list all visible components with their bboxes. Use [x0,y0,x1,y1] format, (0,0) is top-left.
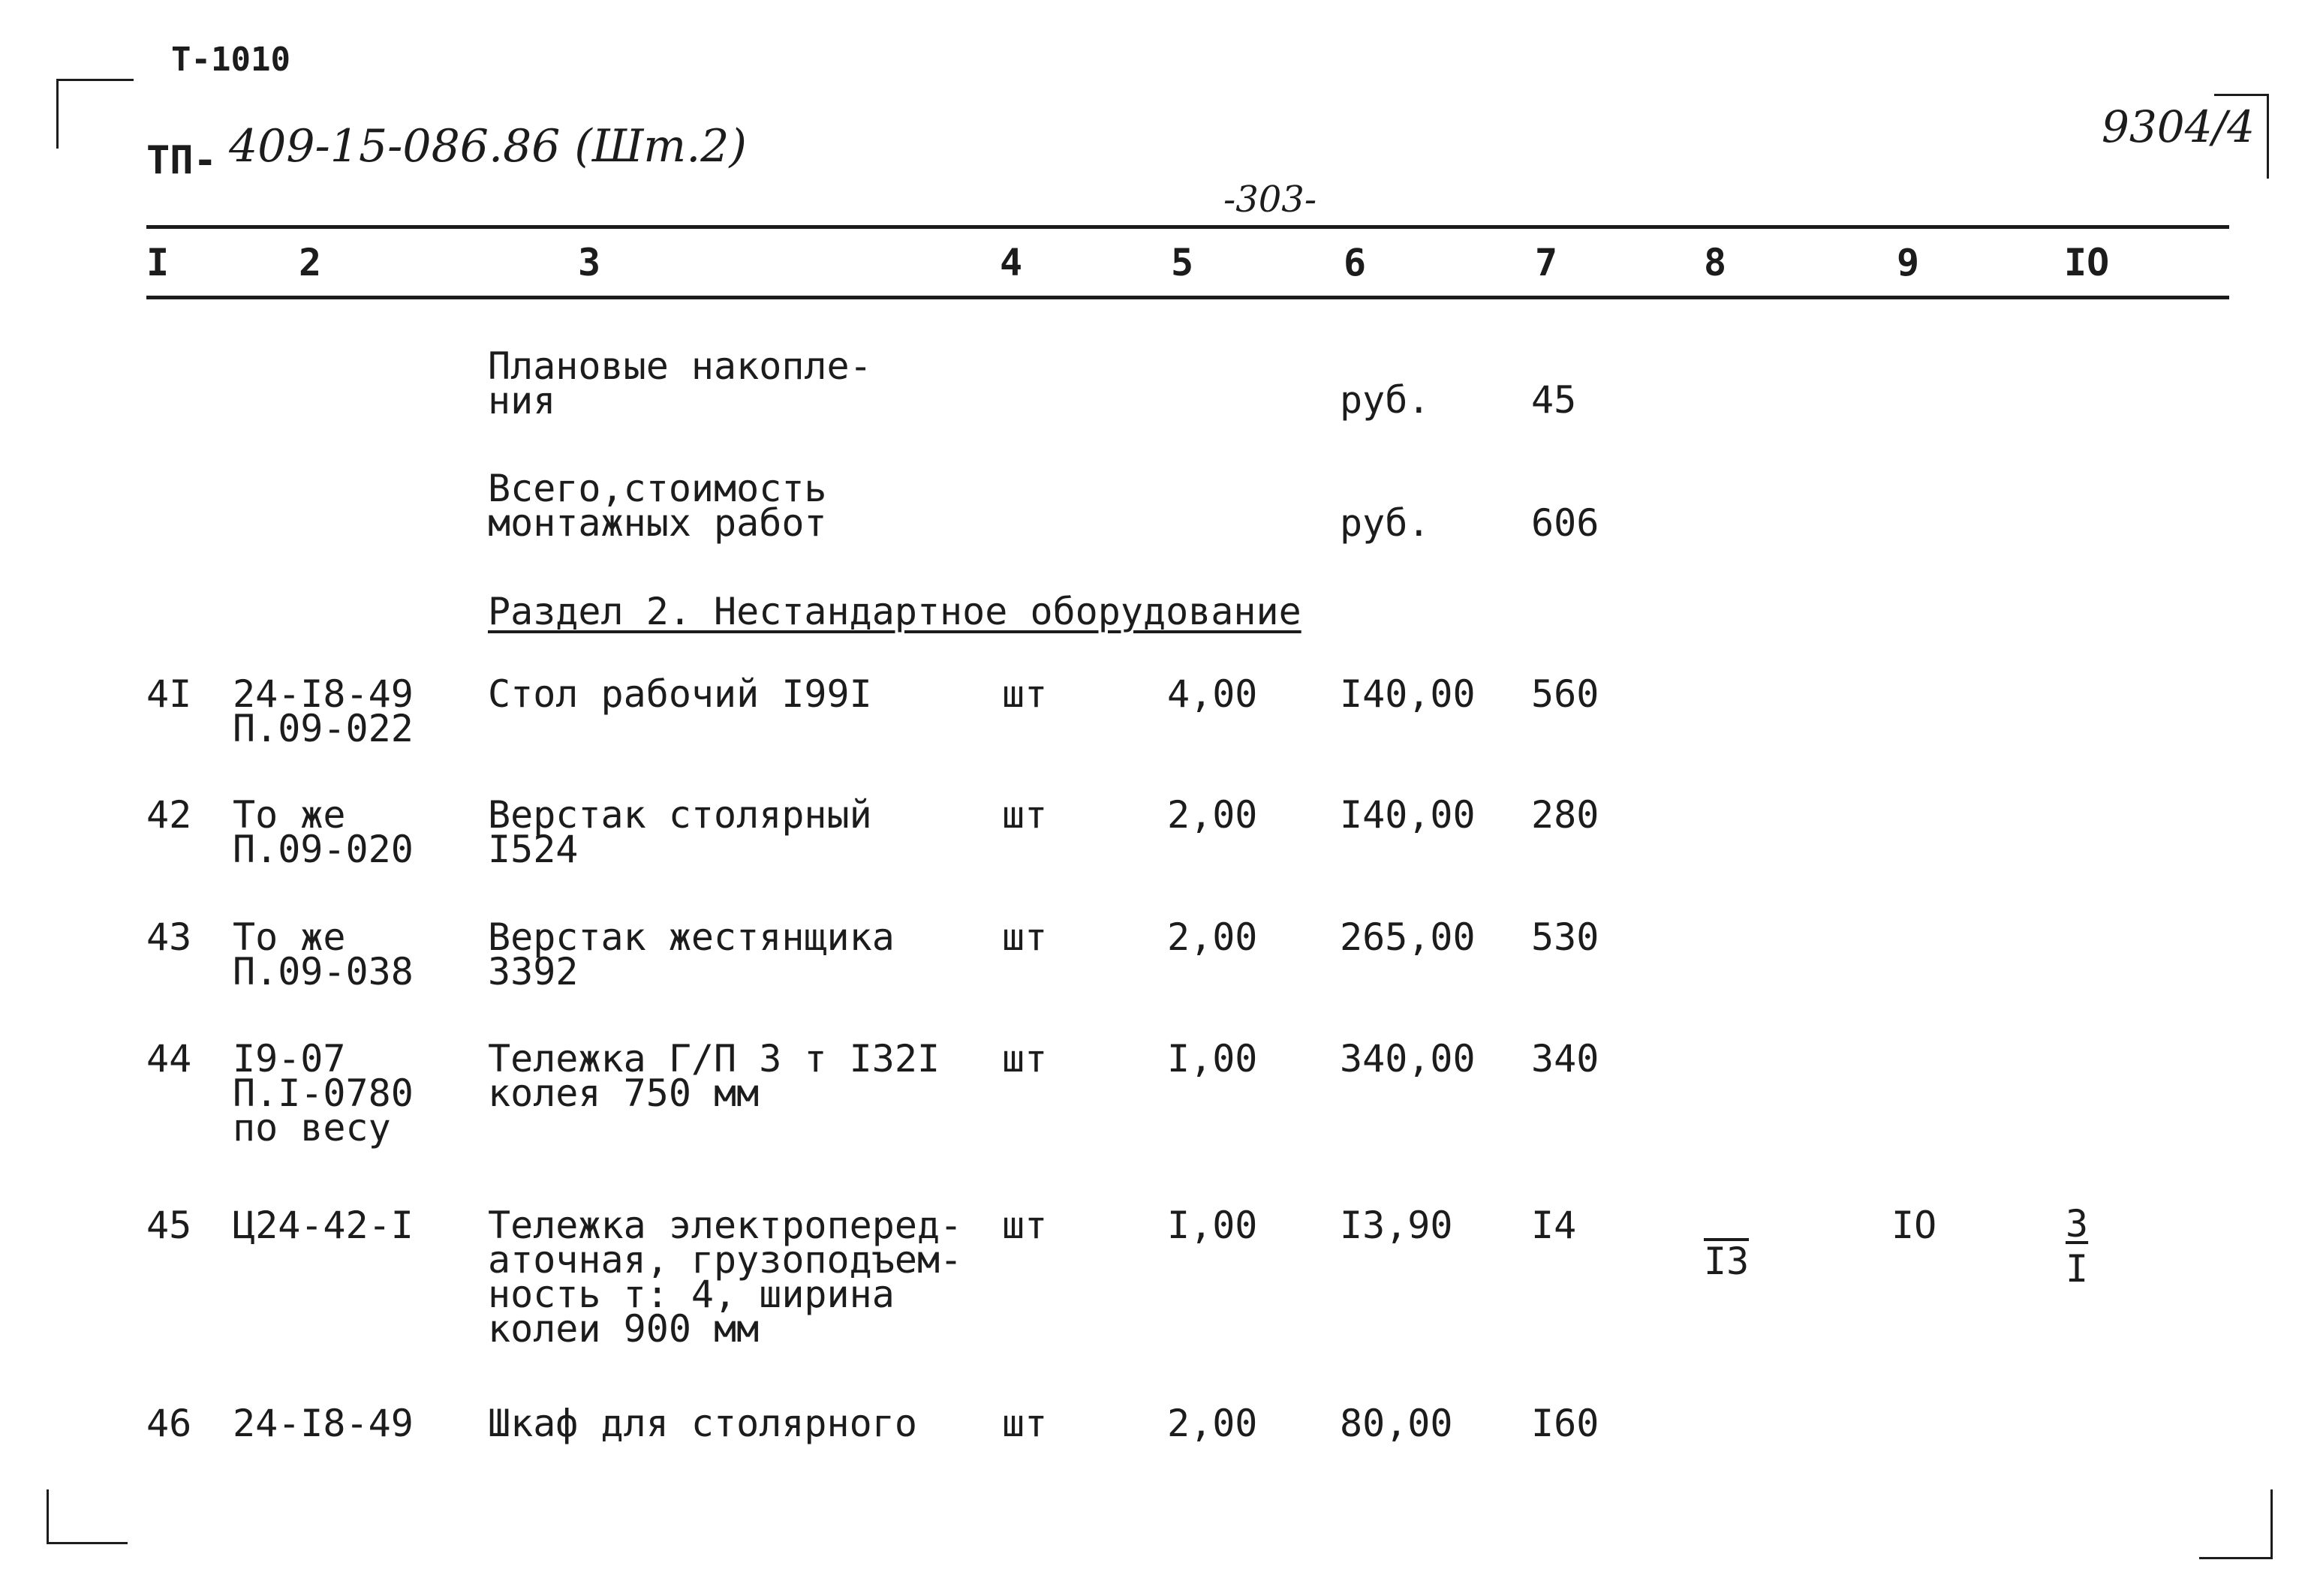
column-header: 8 [1704,241,1727,284]
project-prefix: ТП- [146,138,217,183]
row-unit: шт [1002,1204,1048,1247]
row-unit: шт [1002,1037,1048,1081]
row-unit: шт [1002,793,1048,837]
row-quantity: 2,00 [1167,793,1258,837]
summary-total: 45 [1531,378,1577,422]
row-unit: шт [1002,915,1048,959]
row-number: 44 [146,1037,192,1081]
row-total: 340 [1531,1037,1599,1081]
row-col10-numerator: 3 [2066,1202,2089,1246]
row-col9: IO [1891,1204,1937,1247]
page-number: -303- [1223,179,1317,221]
row-code: То же П.09-038 [233,915,414,993]
row-name: Верстак столярный I524 [488,793,872,871]
row-number: 4I [146,672,192,716]
row-name: Верстак жестянщика 3392 [488,915,895,993]
summary-name: Всего,стоимость монтажных работ [488,467,827,545]
summary-name: Плановые накопле- ния [488,344,872,422]
row-price: I40,00 [1340,672,1476,716]
row-total: 560 [1531,672,1599,716]
row-name: Шкаф для столярного [488,1402,917,1445]
row-total: 530 [1531,915,1599,959]
row-price: I3,90 [1340,1204,1453,1247]
row-code: Ц24-42-I [233,1204,414,1247]
header-rule-top [146,225,2229,229]
row-quantity: I,00 [1167,1204,1258,1247]
row-code: I9-07 П.I-0780 по весу [233,1037,414,1150]
column-header: 4 [1000,241,1023,284]
row-code: То же П.09-020 [233,793,414,871]
corner-mark-bottom-left [47,1489,128,1544]
row-quantity: 4,00 [1167,672,1258,716]
row-quantity: I,00 [1167,1037,1258,1081]
section-title: Раздел 2. Нестандартное оборудование [488,590,1301,633]
row-total: I60 [1531,1402,1599,1445]
row-number: 46 [146,1402,192,1445]
row-number: 42 [146,793,192,837]
column-header: 3 [578,241,601,284]
column-header: I [146,241,170,284]
summary-unit: руб. [1340,501,1431,545]
row-quantity: 2,00 [1167,1402,1258,1445]
header-rule-bottom [146,296,2229,299]
column-header: 2 [299,241,322,284]
row-price: I40,00 [1340,793,1476,837]
row-unit: шт [1002,672,1048,716]
row-total: 280 [1531,793,1599,837]
column-header: IO [2064,241,2110,284]
row-col8: I3 [1704,1240,1750,1283]
column-header: 6 [1344,241,1367,284]
row-total: I4 [1531,1204,1577,1247]
row-col10-denominator: I [2066,1247,2089,1291]
archive-number: 9304/4 [2102,101,2255,152]
row-code: 24-I8-49 П.09-022 [233,672,414,750]
row-number: 43 [146,915,192,959]
column-header: 7 [1535,241,1558,284]
project-number: 409-15-086.86 (Шт.2) [229,120,747,173]
row-code: 24-I8-49 [233,1402,414,1445]
column-header: 9 [1897,241,1920,284]
row-number: 45 [146,1204,192,1247]
row-unit: шт [1002,1402,1048,1445]
summary-total: 606 [1531,501,1599,545]
form-code: Т-1010 [171,41,290,79]
row-name: Тележка электроперед- аточная, грузоподъем- ность т: 4, ширина колеи 900 мм [488,1204,963,1351]
summary-unit: руб. [1340,378,1431,422]
corner-mark-top-left [56,79,134,149]
row-price: 80,00 [1340,1402,1453,1445]
row-quantity: 2,00 [1167,915,1258,959]
row-price: 265,00 [1340,915,1476,959]
row-name: Стол рабочий I99I [488,672,872,716]
row-name: Тележка Г/П 3 т I32I колея 750 мм [488,1037,940,1115]
column-header: 5 [1171,241,1194,284]
row-price: 340,00 [1340,1037,1476,1081]
corner-mark-bottom-right [2199,1489,2273,1559]
